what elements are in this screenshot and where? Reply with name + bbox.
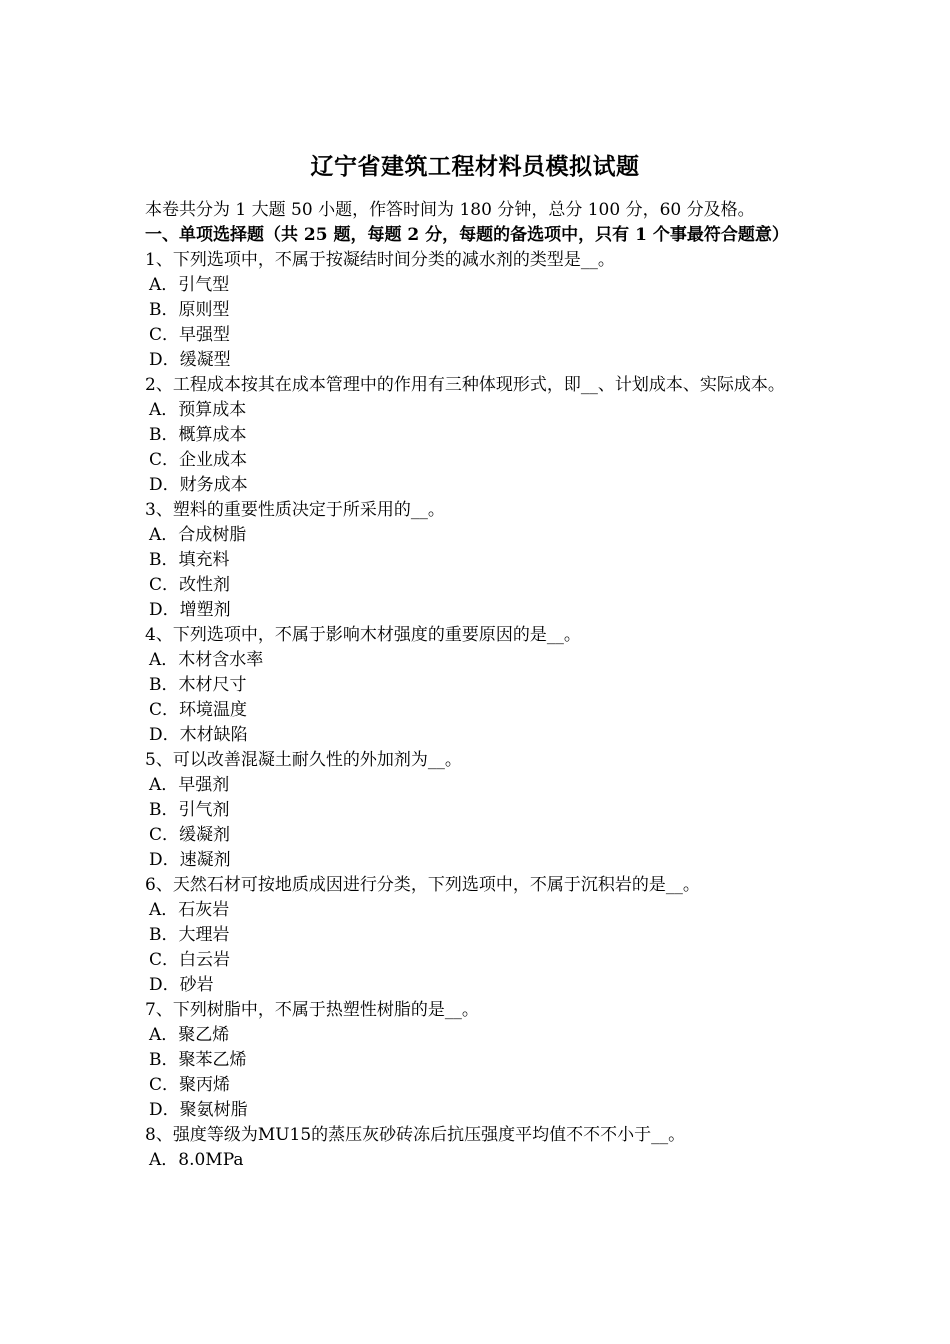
option-a: A．聚乙烯	[149, 1025, 230, 1045]
option-c: C．白云岩	[149, 950, 231, 970]
question-stem: 1、下列选项中，不属于按凝结时间分类的减水剂的类型是__。	[145, 250, 615, 270]
option-b: B．大理岩	[149, 925, 230, 945]
question-4	[145, 623, 815, 748]
option-c: C．聚丙烯	[149, 1075, 231, 1095]
question-7	[145, 998, 815, 1123]
question-stem: 2、工程成本按其在成本管理中的作用有三种体现形式，即__、计划成本、实际成本。	[145, 375, 785, 395]
question-8	[145, 1123, 815, 1173]
question-stem: 3、塑料的重要性质决定于所采用的__。	[145, 500, 445, 520]
option-d: D．财务成本	[149, 475, 248, 495]
question-1	[145, 248, 815, 373]
question-stem: 5、可以改善混凝土耐久性的外加剂为__。	[145, 750, 462, 770]
question-stem: 6、天然石材可按地质成因进行分类，下列选项中，不属于沉积岩的是__。	[145, 875, 700, 895]
question-stem: 7、下列树脂中，不属于热塑性树脂的是__。	[145, 1000, 479, 1020]
option-c: C．企业成本	[149, 450, 248, 470]
option-d: D．增塑剂	[149, 600, 231, 620]
question-5	[145, 748, 815, 873]
option-b: B．填充料	[149, 550, 230, 570]
option-c: C．改性剂	[149, 575, 231, 595]
option-a: A．早强剂	[149, 775, 230, 795]
option-a: A．合成树脂	[149, 525, 247, 545]
option-a: A．引气型	[149, 275, 230, 295]
question-3	[145, 498, 815, 623]
question-2	[145, 373, 815, 498]
option-a: A．木材含水率	[149, 650, 264, 670]
question-stem: 4、下列选项中，不属于影响木材强度的重要原因的是__。	[145, 625, 581, 645]
option-b: B．聚苯乙烯	[149, 1050, 247, 1070]
option-d: D．缓凝型	[149, 350, 231, 370]
option-a: A．预算成本	[149, 400, 247, 420]
option-a: A．石灰岩	[149, 900, 230, 920]
option-b: B．原则型	[149, 300, 230, 320]
option-d: D．聚氨树脂	[149, 1100, 248, 1120]
option-b: B．概算成本	[149, 425, 247, 445]
section-heading: 一、单项选择题（共 25 题，每题 2 分，每题的备选项中，只有 1 个事最符合题意）	[145, 225, 789, 245]
document-title: 辽宁省建筑工程材料员模拟试题	[310, 153, 640, 180]
option-c: C．环境温度	[149, 700, 248, 720]
option-b: B．引气剂	[149, 800, 230, 820]
exam-intro: 本卷共分为 1 大题 50 小题，作答时间为 180 分钟，总分 100 分，60 分及格。	[145, 200, 755, 220]
question-6	[145, 873, 815, 998]
option-a: A．8.0MPa	[149, 1150, 244, 1170]
option-d: D．木材缺陷	[149, 725, 248, 745]
option-c: C．早强型	[149, 325, 231, 345]
exam-content	[145, 198, 815, 1173]
option-d: D．砂岩	[149, 975, 214, 995]
option-c: C．缓凝剂	[149, 825, 231, 845]
option-b: B．木材尺寸	[149, 675, 247, 695]
question-stem: 8、强度等级为MU15的蒸压灰砂砖冻后抗压强度平均值不不不小于__。	[145, 1125, 686, 1145]
option-d: D．速凝剂	[149, 850, 231, 870]
